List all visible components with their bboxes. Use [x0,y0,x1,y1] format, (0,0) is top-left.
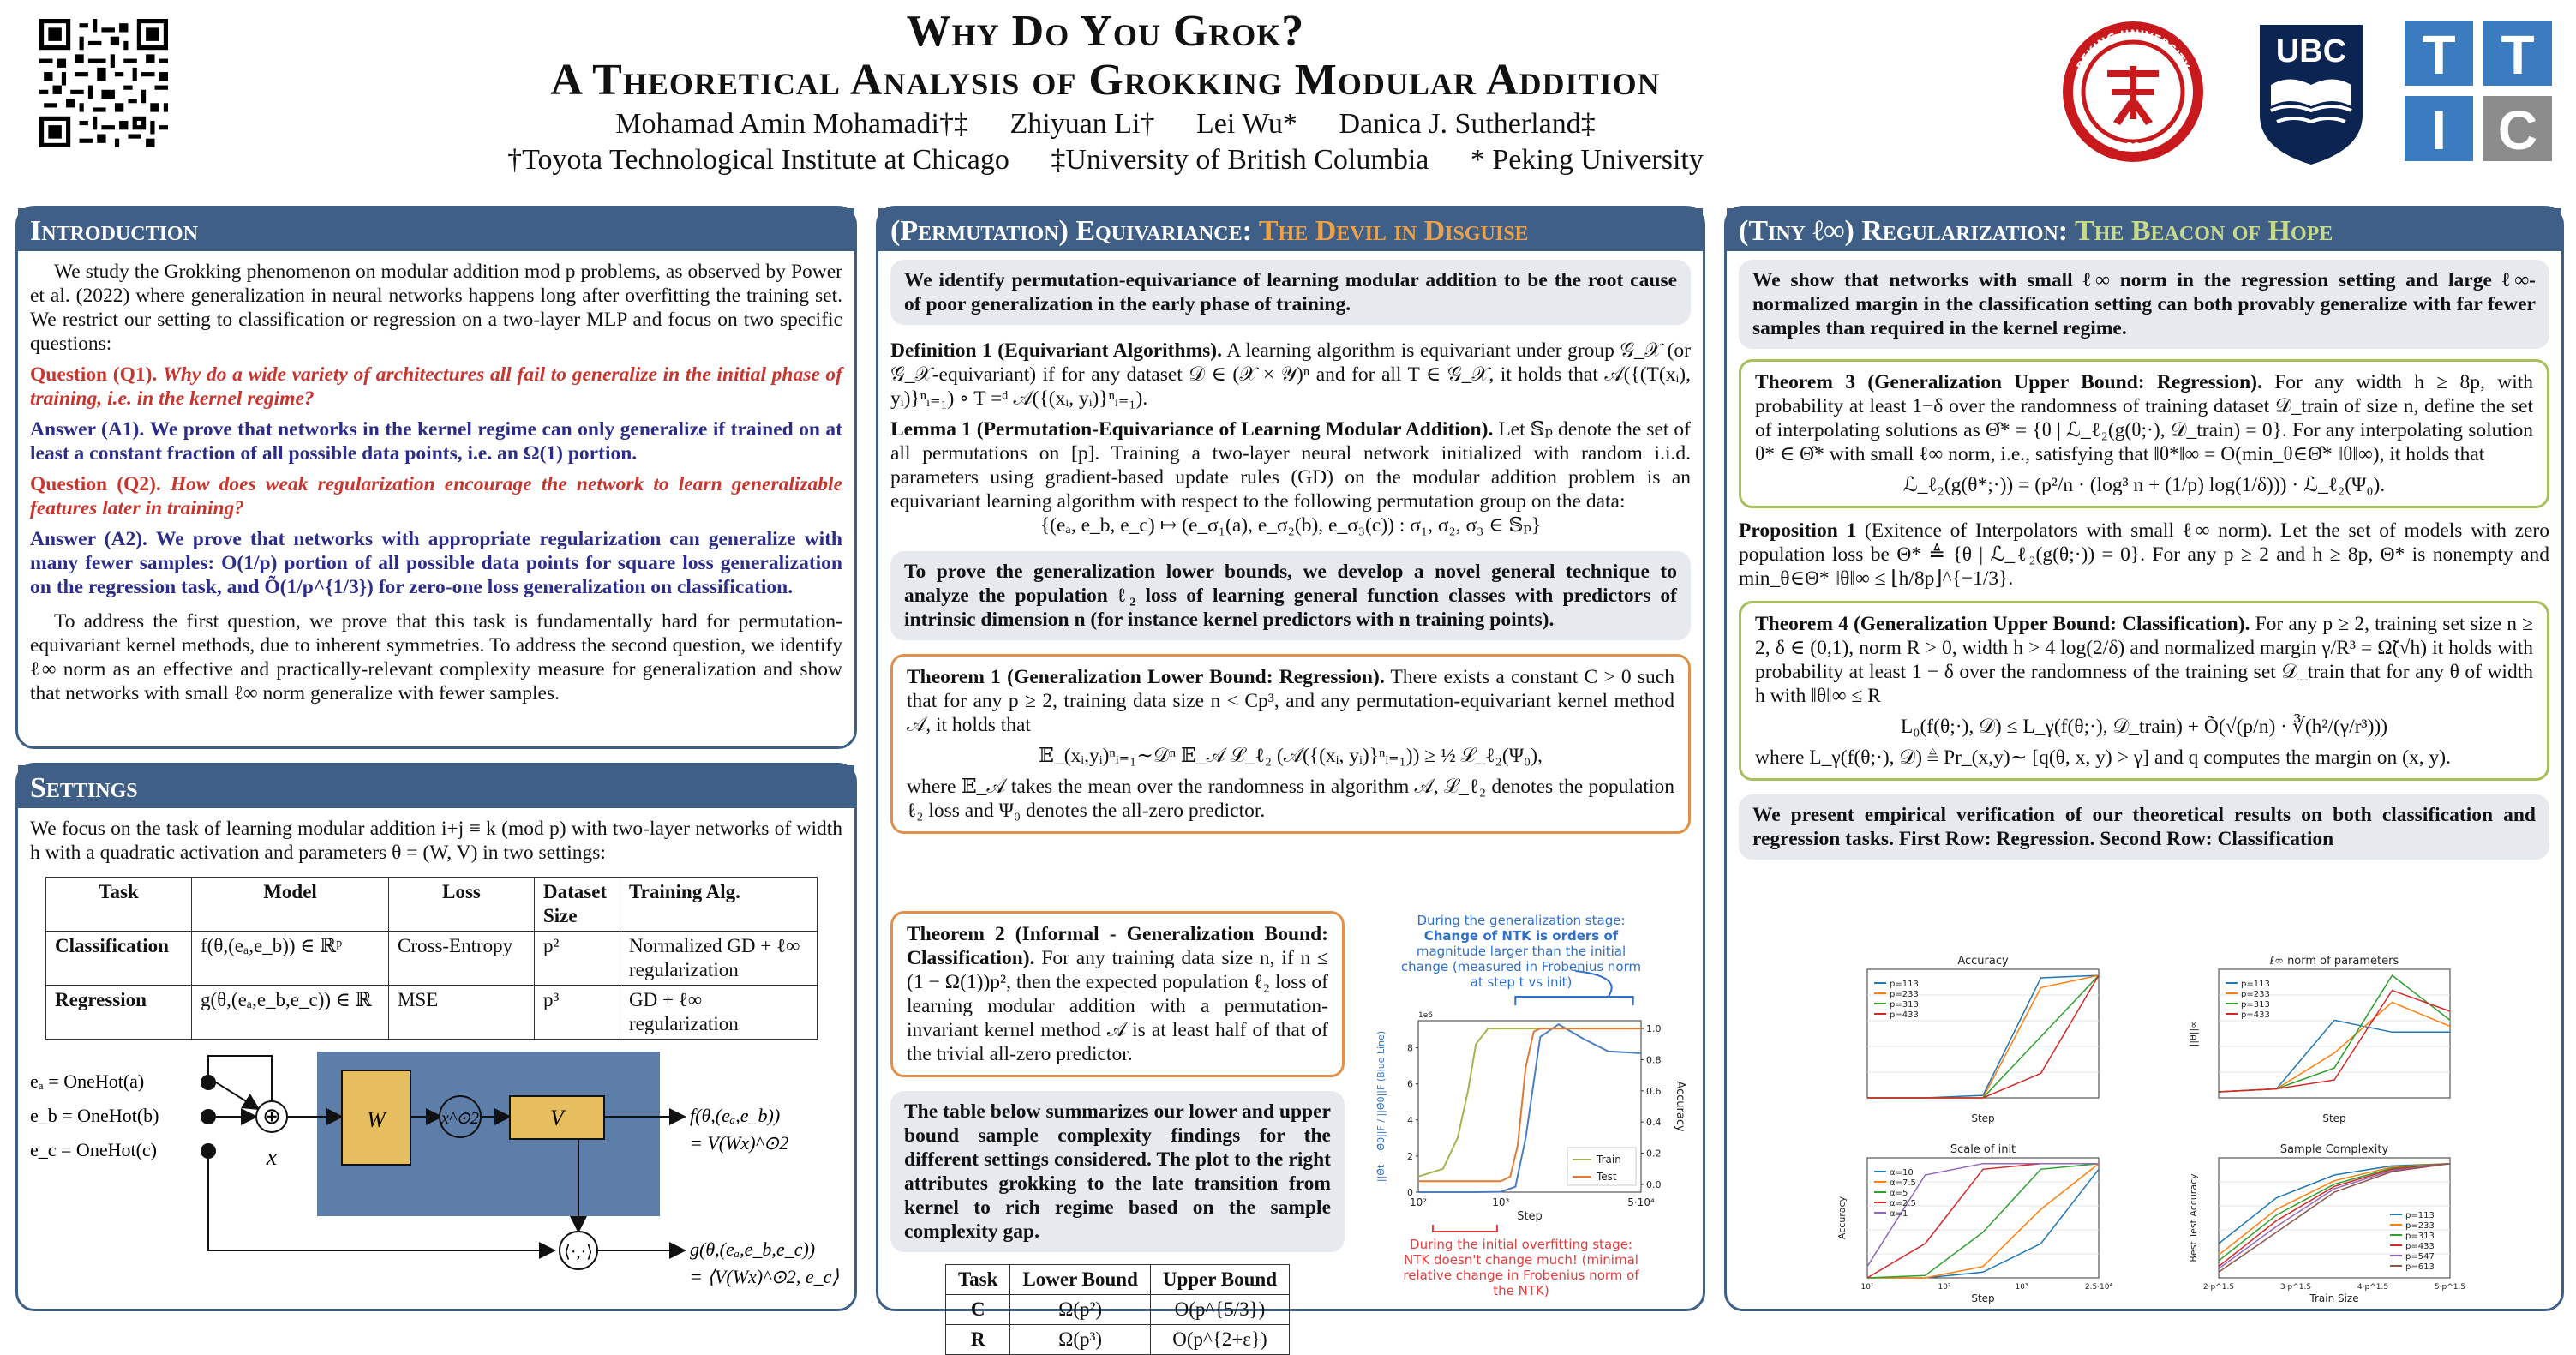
svg-text:= V(Wx)^⊙2: = V(Wx)^⊙2 [690,1132,789,1154]
legend-label: α=5 [1890,1189,1908,1198]
y-axis-label: ||Θ̂t − Θ̂0||F / ||Θ̂0||F (Blue Line) [1375,1030,1387,1183]
bounds-table [945,1264,1290,1355]
regularization-summary-box: We show that networks with small ℓ∞ norm in the regression setting and large ℓ∞-normalized margin in the classification setting can both provably generalize with far fewer samples than required in the kernel regime. [1739,260,2549,349]
empirical-box: We present empirical verification of our theoretical results on both classification and regression tasks. First Row: Regression. Second Row: Classification [1739,794,2549,860]
settings-table [45,877,818,1040]
legend-label: p=433 [2241,1010,2270,1020]
svg-text:x^⊙2: x^⊙2 [440,1109,480,1128]
settings-panel [15,763,857,1311]
legend-label: p=233 [1890,990,1919,999]
ttic-letter: T [2501,24,2535,86]
tick-label: 10² [1409,1196,1428,1208]
theorem-4-box: Theorem 4 (Generalization Upper Bound: Classification). For any p ≥ 2, training set size n ≥ 2, δ ∈ (0,1), norm R > 0, width h > 4 log(2/δ) and normalized margin γ/R³ = Ω̃(√h) it holds with probability at least 1 − δ over the randomness of the training set 𝒟_train that for any θ of width h with ‖θ‖∞ ≤ R L₀(f(θ;·), 𝒟) ≤ L_γ(f(θ;·), 𝒟_train) + Õ(√(p/n) · ∛(h²/(γ/r³))) where L_γ(f(θ;·), 𝒟) ≜ Pr_(x,y)∼ [q(θ, x, y) > γ] and q computes the margin on (x, y). [1739,601,2549,781]
legend-label: p=313 [1890,1000,1919,1010]
svg-text:g(θ,(eₐ,e_b,e_c)): g(θ,(eₐ,e_b,e_c)) [690,1238,816,1260]
svg-text:W: W [367,1107,386,1132]
legend-label: p=233 [2241,990,2270,999]
question-q2: Question (Q2). How does weak regularization encourage the network to learn generalizable features later in training? [30,473,842,519]
svg-text:⊕: ⊕ [262,1104,281,1129]
annotation-overfitting: During the initial overfitting stage: NTK doesn't change much! (minimal relative change in Frobenius norm of the NTK) [1403,1237,1639,1298]
tick-label: 1.0 [1646,1023,1662,1035]
poster-title-line2: A Theoretical Analysis of Grokking Modular Addition [550,56,1661,105]
tick-label: 10³ [2015,1283,2028,1292]
table-row: R Ω(p³) O(p^{2+ε}) [945,1325,1289,1355]
legend-label: p=113 [2241,980,2270,989]
chart-title: Sample Complexity [2279,1143,2389,1156]
svg-text:x: x [266,1144,278,1171]
y-axis-label-right: Accuracy [1674,1081,1686,1132]
legend-label: Test [1597,1171,1617,1183]
mini-chart-4 [2188,1143,2465,1304]
equivariance-panel [876,206,1705,1350]
table-header-row: Task Model Loss Dataset Size Training Alg. [46,878,818,932]
pku-logo-text: PEKING UNIVERSITY [2075,27,2191,73]
affiliation-list [206,142,2005,178]
network-diagram [30,1052,844,1300]
settings-paragraph: We focus on the task of learning modular addition i+j ≡ k (mod p) with two-layer networks of width h with a quadratic activation and parameters θ = (W, V) in two settings: [30,818,842,864]
legend-label: α=7.5 [1890,1178,1916,1188]
svg-text:e_c = OneHot(c): e_c = OneHot(c) [30,1139,158,1160]
x-axis-label: Step [1517,1210,1543,1223]
tick-label: 2 [1407,1150,1413,1162]
tick-label: 2.5·10⁴ [2084,1283,2113,1292]
tick-label: 5·p^1.5 [2434,1283,2466,1292]
tick-label: 8 [1407,1042,1413,1054]
tick-label: 10³ [1492,1196,1510,1208]
poster-title-line1: Why Do You Grok? [906,7,1305,56]
author: Danica J. Sutherland‡ [1339,108,1596,140]
legend-label: p=233 [2405,1221,2435,1231]
tick-label: 6 [1407,1078,1413,1090]
theorem-3-formula: ℒ_ℓ₂(g(θ*;·)) = (p²/n · (log³ n + (1/p) log(1/δ))) · ℒ_ℓ₂(Ψ₀). [1902,474,2386,496]
empirical-charts [1739,944,2544,1304]
summary-box: The table below summarizes our lower and upper bound sample complexity findings for the different settings considered. The plot to the right attributes grokking to the late transition from kernel to rich regime based on the sample complexity gap. [890,1091,1345,1252]
tick-label: 4 [1407,1114,1413,1126]
legend-label: p=433 [2405,1242,2435,1251]
intro-paragraph: We study the Grokking phenomenon on modular addition mod p problems, as observed by Power et al. (2022) where generalization in neural networks happens long after overfitting the training set. We restrict our setting to classification or regression on a two-layer MLP and focus on two specific questions: [30,261,842,355]
equivariance-heading: (Permutation) Equivariance: The Devil in Disguise [878,208,1703,251]
question-q1: Question (Q1). Why do a wide variety of architectures all fail to generalize in the initial phase of training, i.e. in the kernel regime? [30,363,842,410]
tick-label: 3·p^1.5 [2279,1283,2312,1292]
tick-label: 0.8 [1646,1054,1662,1066]
table-row: Regression g(θ,(eₐ,e_b,e_c)) ∈ ℝ MSE p³ GD + ℓ∞ regularization [46,986,818,1040]
legend-label: p=113 [2405,1211,2435,1220]
settings-heading: Settings [18,765,854,808]
tick-label: 0.6 [1646,1085,1662,1097]
tick-label: 0.4 [1646,1117,1662,1129]
chart-title: Accuracy [1957,955,2009,968]
legend-label: p=113 [1890,980,1919,989]
legend-label: α=2.5 [1890,1199,1916,1208]
legend-label: α=1 [1890,1209,1908,1219]
tick-label: 0.0 [1646,1178,1662,1190]
author-list [206,106,2005,142]
table-row: Classification f(θ,(eₐ,e_b)) ∈ ℝᵖ Cross-Entropy p² Normalized GD + ℓ∞ regularization [46,932,818,986]
x-axis-label: Step [2322,1112,2346,1124]
x-axis-label: Train Size [2309,1292,2359,1304]
answer-a1: Answer (A1). We prove that networks in the kernel regime can only generalize if trained on at least a constant fraction of all possible data points, i.e. an Ω(1) portion. [30,418,842,465]
poster-header [0,0,2576,197]
tick-label: 2·p^1.5 [2202,1283,2235,1292]
ntk-chart [1358,995,1684,1226]
definition-1: Definition 1 (Equivariant Algorithms). A learning algorithm is equivariant under group 𝒢_𝒳 (or 𝒢_𝒳-equivariant) if for any dataset 𝒟 ∈ (𝒳 × 𝒴)ⁿ and for all T ∈ 𝒢_𝒳, it holds that 𝒜({(T(xᵢ), yᵢ)}ⁿᵢ₌₁) ∘ T =ᵈ 𝒜({(xᵢ, yᵢ)}ⁿᵢ₌₁). [890,339,1691,410]
svg-text:⟨·,·⟩: ⟨·,·⟩ [564,1243,593,1262]
introduction-panel [15,206,857,749]
annotation-bracket [1515,997,1632,1005]
x-axis-label: Step [1971,1112,1995,1124]
ttic-logo [2405,21,2554,163]
tick-label: 5·10⁴ [1627,1196,1655,1208]
svg-text:V: V [550,1106,564,1130]
legend-label: p=313 [2405,1232,2435,1241]
theorem-1-formula: 𝔼_(xᵢ,yᵢ)ⁿᵢ₌₁∼𝒟ⁿ 𝔼_𝒜 ℒ_ℓ₂ (𝒜({(xᵢ, yᵢ)}ⁿᵢ₌₁)) ≥ ½ ℒ_ℓ₂(Ψ₀), [1039,745,1543,767]
legend-label: p=547 [2405,1252,2435,1262]
ntk-chart-area [1358,913,1684,1305]
annotation-bracket-red [1433,1225,1497,1232]
affiliation: †Toyota Technological Institute at Chicago [507,144,1009,176]
y-axis-label: ||θ||∞ [2188,1020,2199,1047]
legend-label: p=613 [2405,1262,2435,1272]
tick-label: 10¹ [1860,1283,1874,1292]
author: Zhiyuan Li† [1009,108,1155,140]
affiliation: * Peking University [1470,144,1704,176]
legend-label: α=10 [1890,1168,1914,1178]
tick-label: 10² [1938,1283,1951,1292]
regularization-panel [1724,206,2564,1311]
theorem-4-formula: L₀(f(θ;·), 𝒟) ≤ L_γ(f(θ;·), 𝒟_train) + Õ(√(p/n) · ∛(h²/(γ/r³))) [1900,716,2388,738]
title-block [206,7,2005,178]
mini-chart-2 [2188,955,2450,1124]
qr-code[interactable] [39,19,168,147]
intro-paragraph: To address the first question, we prove that this task is fundamentally hard for permutation-equivariant kernel methods, due to inherent symmetries. To address the second question, we identify ℓ∞ norm as an effective and practically-relevant complexity measure for generalization and show that networks with small ℓ∞ norm generalize with fewer samples. [30,610,842,704]
tick-label: 0 [1407,1187,1413,1198]
svg-text:e_b = OneHot(b): e_b = OneHot(b) [30,1105,159,1126]
tick-label: 4·p^1.5 [2357,1283,2389,1292]
theorem-2-box: Theorem 2 (Informal - Generalization Bound: Classification). For any training data size n, if n ≤ (1 − Ω(1))p², then the expected population ℓ₂ loss of learning modular addition with a permutation-invariant kernel method 𝒜 is at least half of that of the trivial all-zero predictor. [890,911,1345,1077]
pku-logo-year: 1898 [2117,141,2149,154]
key-finding-box: We identify permutation-equivariance of learning modular addition to be the root cause of poor generalization in the early phase of training. [890,260,1691,325]
ttic-letter: T [2422,24,2456,86]
y-axis-label: Best Test Accuracy [2188,1173,2199,1262]
author: Mohamad Amin Mohamadi†‡ [615,108,968,140]
lemma-1: Lemma 1 (Permutation-Equivariance of Learning Modular Addition). Let 𝕊ₚ denote the set of all permutations on [p]. Training a two-layer neural network initialized with random i.i.d. parameters using gradient-based update rules (GD) on the modular addition problem is an equivariant learning algorithm with respect to the following permutation group on the data: [890,418,1692,513]
chart-title: Scale of init [1950,1143,2016,1156]
annotation-generalization: During the generalization stage: Change of NTK is orders of magnitude larger than the initial change (measured in Frobenius norm at step t vs init) [1400,913,1642,990]
svg-text:= ⟨V(Wx)^⊙2, e_c⟩: = ⟨V(Wx)^⊙2, e_c⟩ [690,1266,839,1287]
ubc-logo-text: UBC [2275,33,2347,69]
axis-exponent: 1e6 [1418,1011,1433,1020]
y-axis-label: Accuracy [1836,1196,1848,1240]
legend-label: Train [1597,1154,1621,1166]
regularization-heading: (Tiny ℓ∞) Regularization: The Beacon of Hope [1727,208,2561,251]
introduction-heading: Introduction [18,208,854,251]
svg-text:f(θ,(eₐ,e_b)): f(θ,(eₐ,e_b)) [690,1105,781,1126]
table-row: C Ω(p²) O(p^{5/3}) [945,1295,1289,1325]
affiliation: ‡University of British Columbia [1051,144,1429,176]
table-header-row: Task Lower Bound Upper Bound [945,1265,1289,1295]
chart-title: ℓ∞ norm of parameters [2269,955,2399,968]
mini-chart-1 [1867,955,2099,1124]
ttic-letter: C [2497,99,2538,161]
x-axis-label: Step [1971,1292,1995,1304]
lemma-1-formula: {(eₐ, e_b, e_c) ↦ (e_σ₁(a), e_σ₂(b), e_σ₃(c)) : σ₁, σ₂, σ₃ ∈ 𝕊ₚ} [1039,514,1542,537]
proposition-1: Proposition 1 (Exitence of Interpolators with small ℓ∞ norm). Let the set of models with zero population loss be Θ* ≜ {θ | ℒ_ℓ₂(g(θ;·)) = 0}. For any p ≥ 2 and h ≥ 8p, Θ* is nonempty and min_θ∈Θ* ‖θ‖∞ ≤ ⌊h/8p⌋^{−1/3}. [1739,519,2550,590]
ubc-logo [2255,21,2367,166]
theorem-3-box: Theorem 3 (Generalization Upper Bound: Regression). For any width h ≥ 8p, with probability at least 1−δ over the randomness of training dataset 𝒟_train of size n, define the set of interpolating solutions as Θ̂* = {θ | ℒ_ℓ₂(g(θ;·), 𝒟_train) = 0}. For any interpolating solution θ* ∈ Θ̂* with small ℓ∞ norm, i.e., satisfying that ‖θ*‖∞ = O(min_θ∈Θ̂* ‖θ‖∞), it holds that ℒ_ℓ₂(g(θ*;·)) = (p²/n · (log³ n + (1/p) log(1/δ))) · ℒ_ℓ₂(Ψ₀). [1739,359,2549,508]
mini-chart-3 [1836,1143,2113,1304]
technique-box: To prove the generalization lower bounds, we develop a novel general technique to analyze the population ℓ₂ loss of learning general function classes with predictors of intrinsic dimension n (for instance kernel predictors with n training points). [890,551,1691,640]
peking-university-logo [2060,19,2206,165]
legend-label: p=313 [2241,1000,2270,1010]
svg-text:eₐ = OneHot(a): eₐ = OneHot(a) [30,1070,145,1092]
legend-label: p=433 [1890,1010,1919,1020]
author: Lei Wu* [1196,108,1297,140]
tick-label: 0.2 [1646,1148,1662,1160]
theorem-1-box: Theorem 1 (Generalization Lower Bound: Regression). There exists a constant C > 0 such that for any p ≥ 2, training data size n < Cp³, and any permutation-equivariant kernel method 𝒜, it holds that 𝔼_(xᵢ,yᵢ)ⁿᵢ₌₁∼𝒟ⁿ 𝔼_𝒜 ℒ_ℓ₂ (𝒜({(xᵢ, yᵢ)}ⁿᵢ₌₁)) ≥ ½ ℒ_ℓ₂(Ψ₀), where 𝔼_𝒜 takes the mean over the randomness in algorithm 𝒜, ℒ_ℓ₂ denotes the population ℓ₂ loss and Ψ₀ denotes the all-zero predictor. [890,654,1691,834]
ttic-letter: I [2431,99,2447,161]
answer-a2: Answer (A2). We prove that networks with appropriate regularization can generalize with many fewer samples: O(1/p) portion of all possible data points for square loss generalization on the regression task, and Õ(1/p^{1/3}) for zero-one loss generalization on classification. [30,528,843,598]
